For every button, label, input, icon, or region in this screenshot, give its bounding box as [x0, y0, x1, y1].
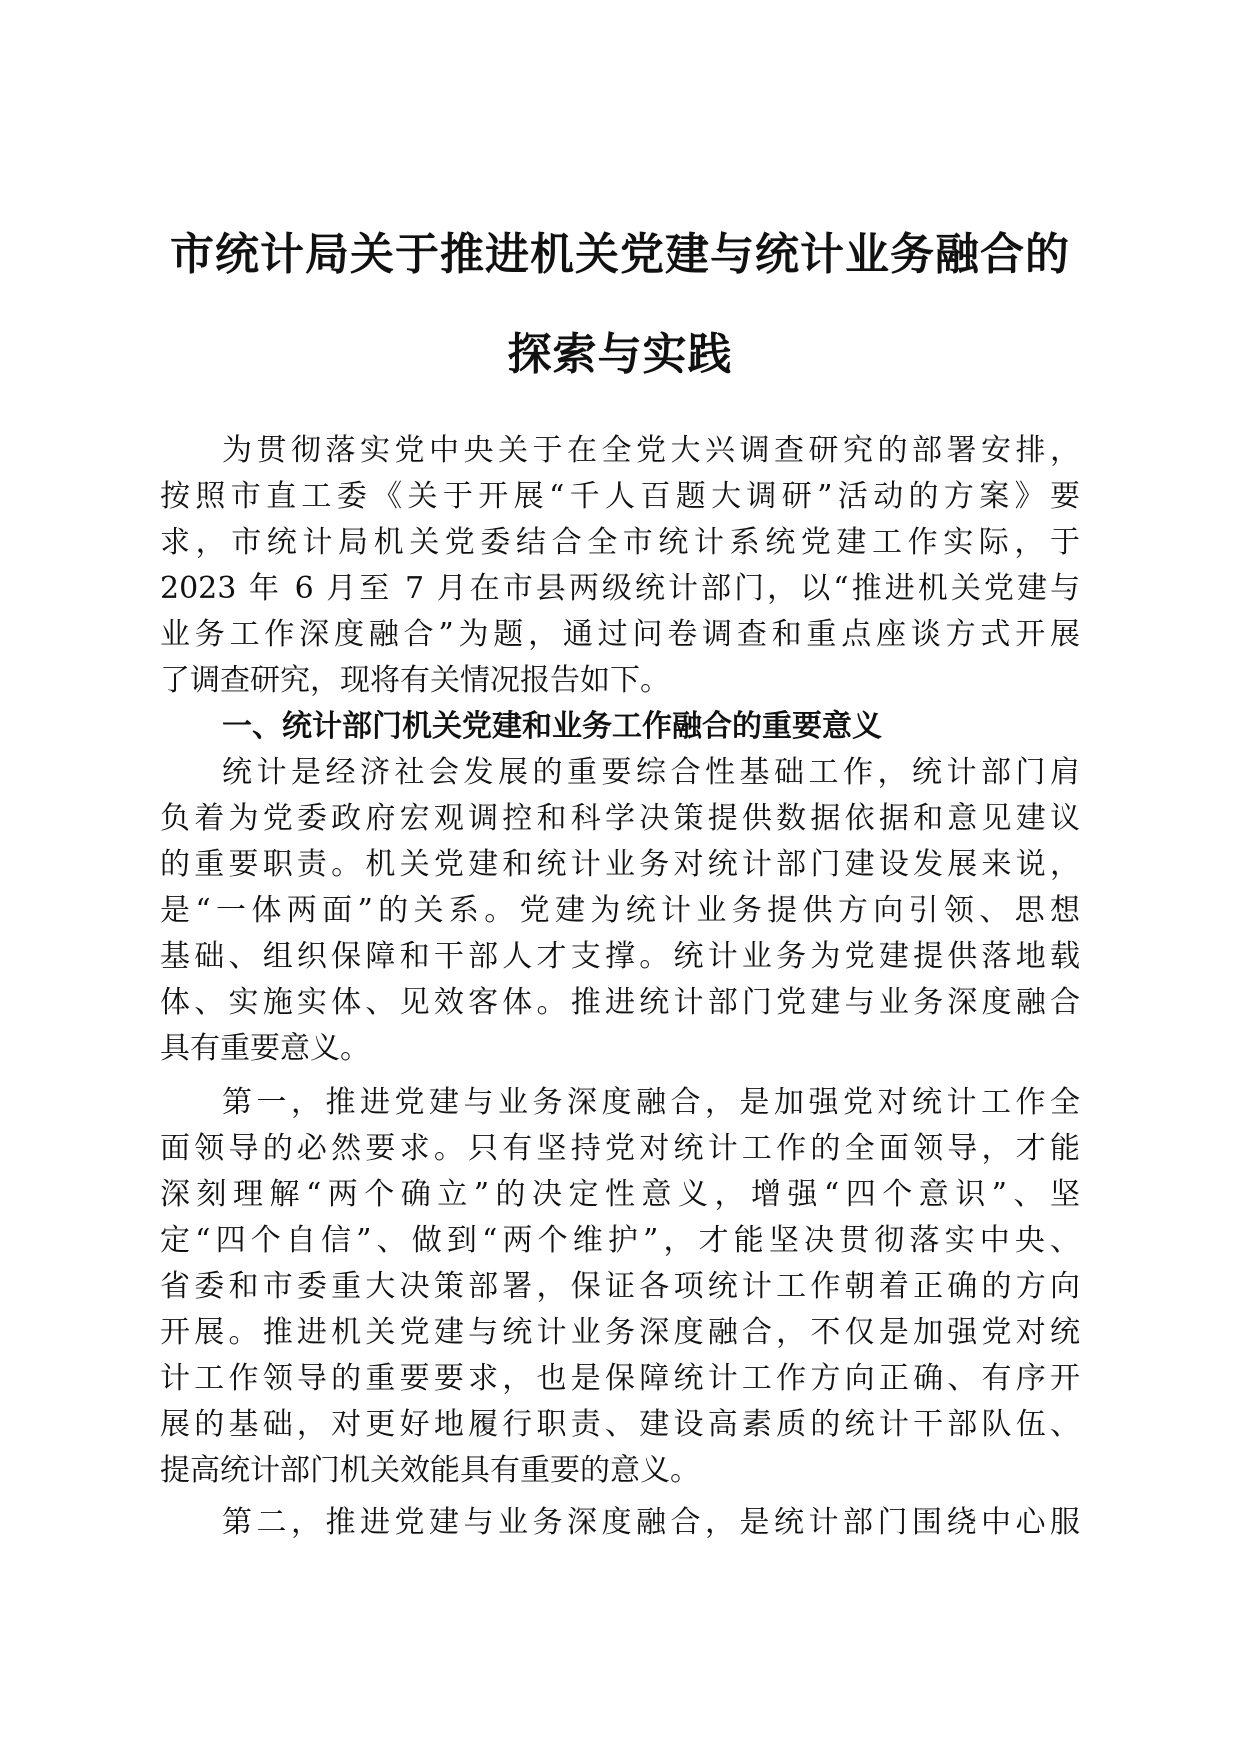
body-text-line: 为贯彻落实党中央关于在全党大兴调查研究的部署安排，	[222, 433, 1080, 468]
body-text-line: 2023 年 6 月至 7 月在市县两级统计部门，以“推进机关党建与	[160, 571, 1080, 606]
body-text-line: 的重要职责。机关党建和统计业务对统计部门建设发展来说，	[160, 847, 1080, 882]
body-text-line: 业务工作深度融合”为题，通过问卷调查和重点座谈方式开展	[160, 617, 1080, 652]
section-heading: 一、统计部门机关党建和业务工作融合的重要意义	[222, 709, 882, 744]
body-text-line: 第一，推进党建与业务深度融合，是加强党对统计工作全	[222, 1085, 1080, 1120]
body-text-line: 了调查研究，现将有关情况报告如下。	[160, 663, 670, 698]
body-text-line: 计工作领导的重要要求，也是保障统计工作方向正确、有序开	[160, 1361, 1080, 1396]
body-text-line: 求，市统计局机关党委结合全市统计系统党建工作实际，于	[160, 525, 1080, 560]
body-text-line: 按照市直工委《关于开展“千人百题大调研”活动的方案》要	[160, 479, 1080, 514]
body-text-line: 是“一体两面”的关系。党建为统计业务提供方向引领、思想	[160, 893, 1080, 928]
body-text-line: 第二，推进党建与业务深度融合，是统计部门围绕中心服	[222, 1505, 1080, 1540]
document-title-line-1: 市统计局关于推进机关党建与统计业务融合的	[170, 229, 1070, 280]
body-text-line: 具有重要意义。	[160, 1031, 370, 1066]
body-text-line: 展的基础，对更好地履行职责、建设高素质的统计干部队伍、	[160, 1407, 1080, 1442]
body-text-line: 面领导的必然要求。只有坚持党对统计工作的全面领导，才能	[160, 1131, 1080, 1166]
document-title-line-2: 探索与实践	[507, 329, 733, 380]
body-text-line: 省委和市委重大决策部署，保证各项统计工作朝着正确的方向	[160, 1269, 1080, 1304]
body-text-line: 深刻理解“两个确立”的决定性意义，增强“四个意识”、坚	[160, 1177, 1080, 1212]
body-text-line: 负着为党委政府宏观调控和科学决策提供数据依据和意见建议	[160, 801, 1080, 836]
body-text-line: 开展。推进机关党建与统计业务深度融合，不仅是加强党对统	[160, 1315, 1080, 1350]
body-text-line: 基础、组织保障和干部人才支撑。统计业务为党建提供落地载	[160, 939, 1080, 974]
body-text-line: 提高统计部门机关效能具有重要的意义。	[160, 1453, 700, 1488]
body-text-line: 统计是经济社会发展的重要综合性基础工作，统计部门肩	[222, 755, 1080, 790]
body-text-line: 体、实施实体、见效客体。推进统计部门党建与业务深度融合	[160, 985, 1080, 1020]
body-text-line: 定“四个自信”、做到“两个维护”，才能坚决贯彻落实中央、	[160, 1223, 1080, 1258]
